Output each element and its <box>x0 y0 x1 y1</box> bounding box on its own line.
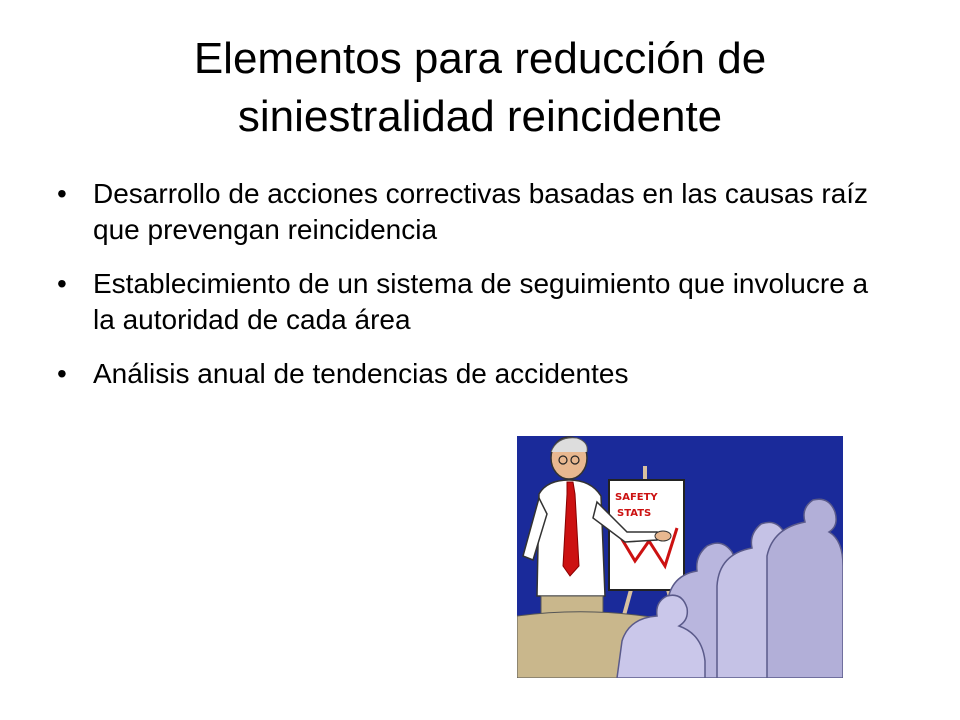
bullet-text: Establecimiento de un sistema de seguimiento que involucre a la autoridad de cada área <box>93 268 869 335</box>
safety-presentation-clipart <box>517 436 843 678</box>
board-text-line1: SAFETY <box>615 492 658 503</box>
bullet-item <box>55 356 885 392</box>
bullet-text: Análisis anual de tendencias de accidentes <box>93 358 629 389</box>
bullet-item <box>55 176 885 248</box>
board-text-line2: STATS <box>617 508 652 519</box>
bullet-text: Desarrollo de acciones correctivas basadas en las causas raíz que prevengan reincidencia <box>93 178 869 245</box>
bullet-dot-icon: • <box>57 178 67 209</box>
bullet-item <box>55 266 885 338</box>
slide-title: Elementos para reducción de siniestralidad reincidente <box>193 34 767 141</box>
bullet-dot-icon: • <box>57 268 67 299</box>
bullet-dot-icon: • <box>57 358 67 389</box>
bullet-list <box>55 176 885 410</box>
